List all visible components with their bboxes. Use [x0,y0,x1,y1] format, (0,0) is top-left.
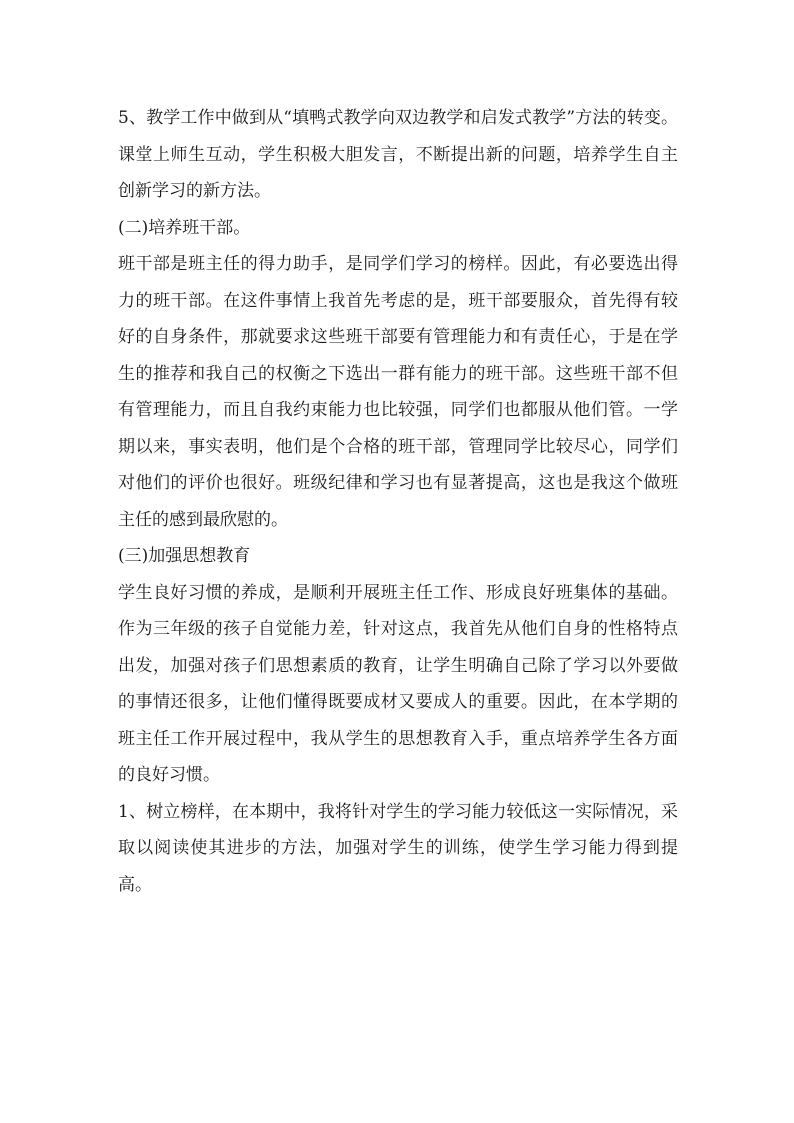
paragraph-role-model: 1、树立榜样，在本期中，我将针对学生的学习能力较低这一实际情况，采取以阅读使其进步的方法，加强对学生的训练，使学生学习能力得到提高。 [118,801,678,895]
paragraph-good-habits: 学生良好习惯的养成，是顺利开展班主任工作、形成良好班集体的基础。作为三年级的孩子自觉能力差，针对这点，我首先从他们自身的性格特点出发，加强对孩子们思想素质的教育，让学生明确自己除了学习以外要做的事情还很多，让他们懂得既要成材又要成人的重要。因此，在本学期的班主任工作开展过程中，我从学生的思想教育入手，重点培养学生各方面的良好习惯。 [118,582,678,785]
heading-ideological-education: (三)加强思想教育 [118,546,251,566]
heading-train-class-cadres: (二)培养班干部。 [118,217,251,238]
paragraph-teaching-method: 5、教学工作中做到从“填鸭式教学向双边教学和启发式教学”方法的转变。课堂上师生互动，学生积极大胆发言，不断提出新的问题，培养学生自主创新学习的新方法。 [118,108,678,201]
document-body [118,100,678,903]
paragraph-class-cadres: 班干部是班主任的得力助手，是同学们学习的榜样。因此，有必要选出得力的班干部。在这件事情上我首先考虑的是，班干部要服众，首先得有较好的自身条件，那就要求这些班干部要有管理能力和有责任心，于是在学生的推荐和我自己的权衡之下选出一群有能力的班干部。这些班干部不但有管理能力，而且自我约束能力也比较强，同学们也都服从他们管。一学期以来，事实表明，他们是个合格的班干部，管理同学比较尽心，同学们对他们的评价也很好。班级纪律和学习也有显著提高，这也是我这个做班主任的感到最欣慰的。 [118,254,678,530]
